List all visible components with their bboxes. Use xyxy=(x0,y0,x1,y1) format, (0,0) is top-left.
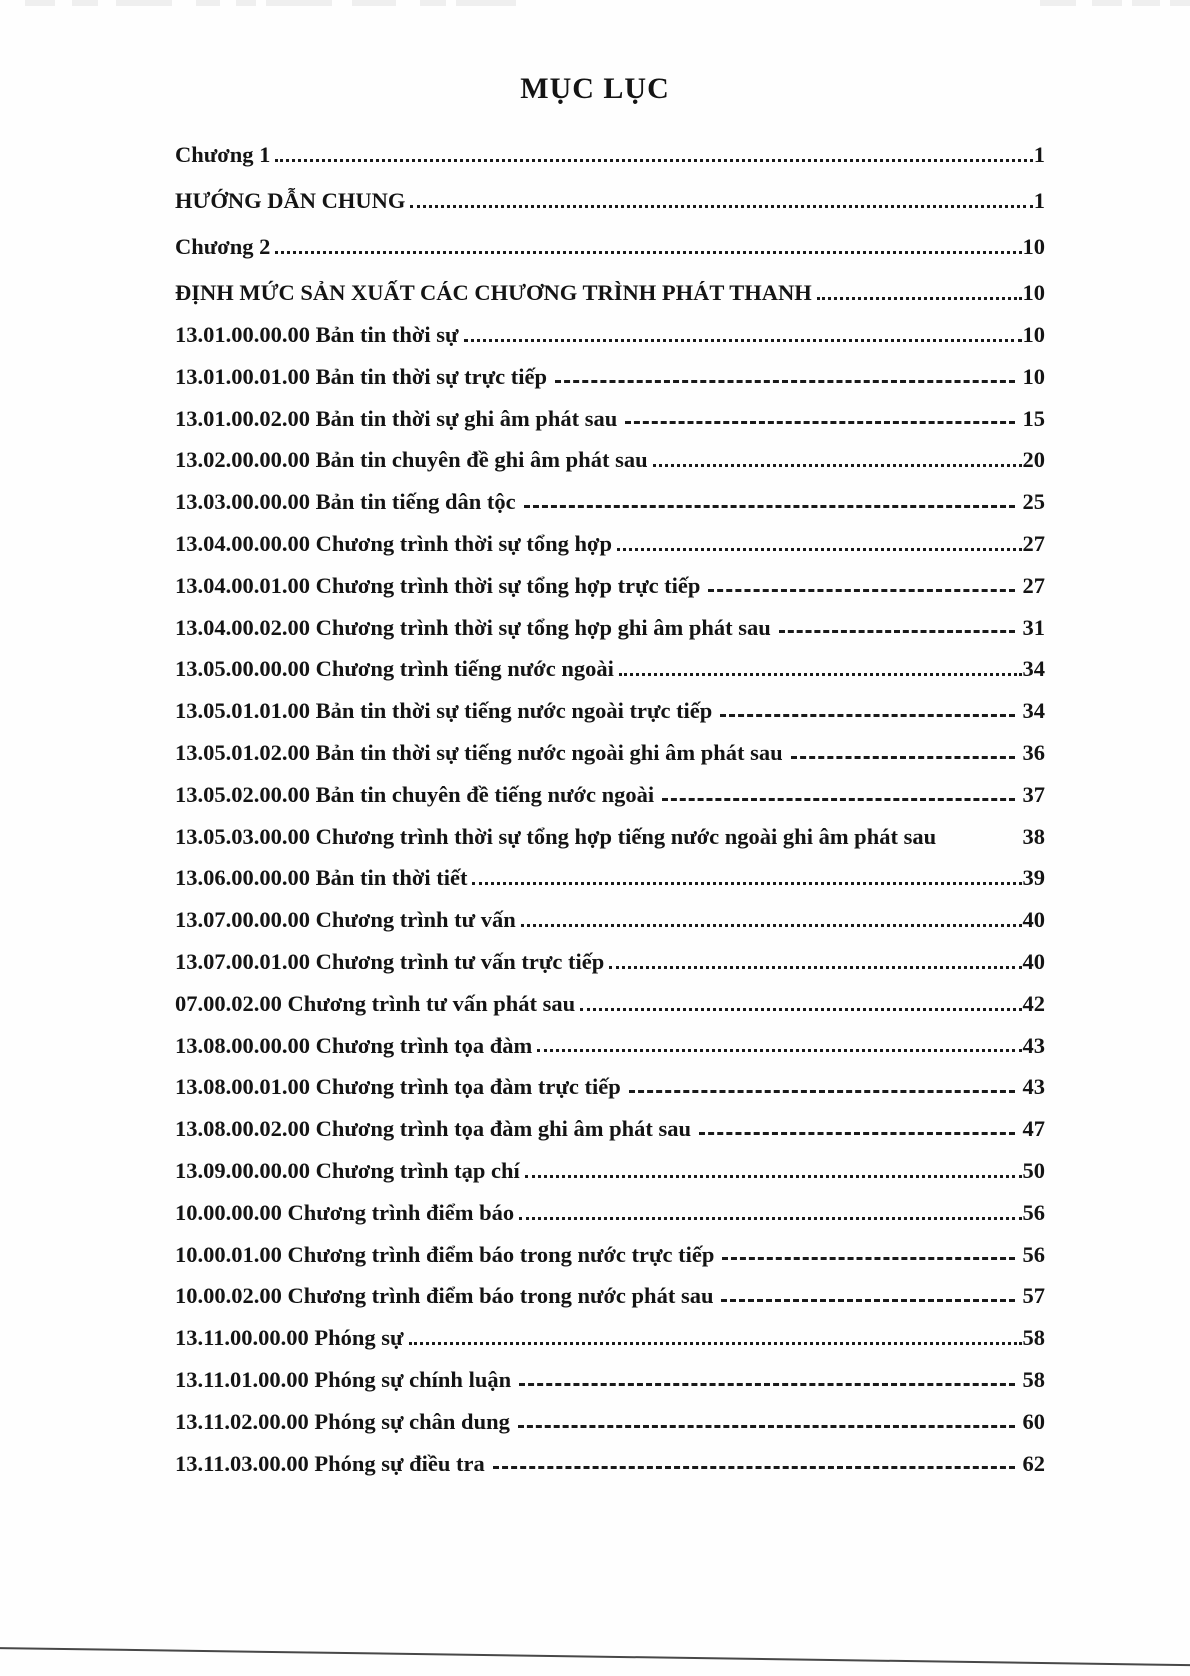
toc-entry-page: 50 xyxy=(1022,1157,1045,1183)
toc-row xyxy=(175,306,1045,348)
toc-row xyxy=(175,1435,1045,1477)
toc-row xyxy=(175,348,1045,390)
toc-entry-label: 13.04.00.01.00 Chương trình thời sự tổng hợp trực tiếp xyxy=(175,572,701,598)
toc-entry-page: 56 xyxy=(1022,1241,1045,1267)
toc-leader-dashes xyxy=(791,756,1015,759)
toc-row xyxy=(175,1142,1045,1184)
toc-row xyxy=(175,933,1045,975)
toc-row xyxy=(175,260,1045,306)
toc-entry-page: 56 xyxy=(1022,1199,1045,1225)
toc-entry-label: 10.00.00.00 Chương trình điểm báo xyxy=(175,1199,515,1225)
toc-row xyxy=(175,724,1045,766)
toc-entry-page: 40 xyxy=(1022,949,1045,974)
toc-entry-page: 27 xyxy=(1022,531,1045,557)
toc-entry-page: 47 xyxy=(1022,1116,1045,1142)
toc-entry-label: 13.01.00.00.00 Bản tin thời sự xyxy=(175,322,459,348)
toc-row xyxy=(175,766,1045,808)
toc-row xyxy=(175,975,1045,1017)
toc-leader-dashes xyxy=(721,1299,1014,1302)
toc-entry-label: 13.05.01.01.00 Bản tin thời sự tiếng nước ngoài trực tiếp xyxy=(175,698,713,724)
toc-entry-label: Chương 1 xyxy=(175,142,271,168)
toc-entry-page: 39 xyxy=(1022,865,1045,891)
toc-leader-dots xyxy=(472,882,1021,885)
page-title: MỤC LỤC xyxy=(520,72,670,105)
toc-entry-label: ĐỊNH MỨC SẢN XUẤT CÁC CHƯƠNG TRÌNH PHÁT THANH xyxy=(175,280,812,306)
toc-entry-page: 1 xyxy=(1033,188,1045,214)
toc-entry-page: 34 xyxy=(1022,656,1045,682)
toc-row xyxy=(175,640,1045,682)
toc-row xyxy=(175,1100,1045,1142)
toc-entry-label: 13.11.01.00.00 Phóng sự chính luận xyxy=(175,1366,512,1392)
toc-entry-label: 13.11.00.00.00 Phóng sự xyxy=(175,1325,404,1351)
toc-leader-dashes xyxy=(625,421,1014,424)
toc-leader-dots xyxy=(275,159,1032,162)
toc-row xyxy=(175,1351,1045,1393)
toc-entry-label: 13.08.00.00.00 Chương trình tọa đàm xyxy=(175,1032,533,1058)
toc-leader-dashes xyxy=(518,1425,1015,1428)
toc-row xyxy=(175,431,1045,473)
toc-entry-page: 42 xyxy=(1022,990,1045,1016)
toc-entry-label: 13.03.00.00.00 Bản tin tiếng dân tộc xyxy=(175,489,516,515)
toc-entry-page: 40 xyxy=(1022,907,1045,933)
toc-row xyxy=(175,1267,1045,1309)
toc-entry-label: 13.05.00.00.00 Chương trình tiếng nước ngoài xyxy=(175,656,614,682)
toc-entry-label: HƯỚNG DẪN CHUNG xyxy=(175,188,406,214)
toc-entry-page: 37 xyxy=(1022,781,1045,807)
toc-entry-label: 13.07.00.01.00 Chương trình tư vấn trực tiếp xyxy=(175,949,605,974)
toc-leader-dots xyxy=(609,966,1021,969)
toc-entry-label: 13.06.00.00.00 Bản tin thời tiết xyxy=(175,865,468,891)
toc-row xyxy=(175,473,1045,515)
toc-row xyxy=(175,891,1045,933)
toc-leader-dots xyxy=(521,924,1022,927)
toc-leader-dots xyxy=(525,1175,1022,1178)
toc-row xyxy=(175,390,1045,432)
toc-entry-label: 13.02.00.00.00 Bản tin chuyên đề ghi âm phát sau xyxy=(175,447,648,473)
toc-entry-page: 43 xyxy=(1022,1074,1045,1100)
toc-leader-dots xyxy=(410,205,1032,208)
toc-entry-label: 10.00.01.00 Chương trình điểm báo trong nước trực tiếp xyxy=(175,1241,715,1267)
toc-entry-label: 13.04.00.02.00 Chương trình thời sự tổng hợp ghi âm phát sau xyxy=(175,614,771,640)
toc-entry-label: Chương 2 xyxy=(175,234,271,260)
toc-leader-dots xyxy=(619,673,1022,676)
toc-entry-page: 34 xyxy=(1022,698,1045,724)
toc-entry-label: 13.08.00.02.00 Chương trình tọa đàm ghi âm phát sau xyxy=(175,1116,692,1142)
toc-leader-dashes xyxy=(524,505,1015,508)
toc-entry-page: 60 xyxy=(1022,1408,1045,1434)
toc-entry-page: 27 xyxy=(1022,572,1045,598)
toc-leader-dots xyxy=(464,339,1022,342)
toc-leader-dots xyxy=(617,548,1022,551)
toc-entry-page: 10 xyxy=(1022,322,1045,348)
toc-entry-page: 62 xyxy=(1022,1450,1045,1476)
toc-leader-dots xyxy=(537,1049,1021,1052)
toc-row xyxy=(175,1017,1045,1059)
toc-row xyxy=(175,682,1045,724)
toc-row xyxy=(175,122,1045,168)
toc-leader-dashes xyxy=(519,1383,1014,1386)
toc-leader-dots xyxy=(275,251,1021,254)
toc-entry-label: 13.01.00.01.00 Bản tin thời sự trực tiếp xyxy=(175,363,547,389)
toc-row xyxy=(175,808,1045,850)
toc-row xyxy=(175,1309,1045,1351)
toc-entry-label: 13.11.03.00.00 Phóng sự điều tra xyxy=(175,1450,485,1476)
toc-entry-label: 10.00.02.00 Chương trình điểm báo trong nước phát sau xyxy=(175,1283,714,1309)
toc-entry-label: 13.04.00.00.00 Chương trình thời sự tổng hợp xyxy=(175,531,612,557)
toc-row xyxy=(175,849,1045,891)
toc-row xyxy=(175,168,1045,214)
toc-row xyxy=(175,515,1045,557)
toc-entry-label: 13.05.03.00.00 Chương trình thời sự tổng hợp tiếng nước ngoài ghi âm phát sau xyxy=(175,823,937,849)
toc-leader-dashes xyxy=(699,1132,1014,1135)
toc-entry-page: 1 xyxy=(1033,142,1045,168)
toc-entry-page: 25 xyxy=(1022,489,1045,515)
toc-row xyxy=(175,1184,1045,1226)
toc-entry-label: 13.01.00.02.00 Bản tin thời sự ghi âm phát sau xyxy=(175,405,618,431)
table-of-contents xyxy=(175,122,1045,1476)
toc-entry-label: 13.08.00.01.00 Chương trình tọa đàm trực tiếp xyxy=(175,1074,621,1100)
toc-entry-page: 57 xyxy=(1022,1283,1045,1309)
toc-leader-dashes xyxy=(493,1466,1015,1469)
toc-entry-page: 10 xyxy=(1022,234,1045,260)
toc-entry-page: 31 xyxy=(1022,614,1045,640)
toc-entry-label: 13.05.01.02.00 Bản tin thời sự tiếng nước ngoài ghi âm phát sau xyxy=(175,740,783,766)
toc-entry-page: 43 xyxy=(1022,1032,1045,1058)
toc-entry-label: 13.07.00.00.00 Chương trình tư vấn xyxy=(175,907,516,933)
toc-entry-label: 13.09.00.00.00 Chương trình tạp chí xyxy=(175,1157,520,1183)
toc-entry-label: 13.05.02.00.00 Bản tin chuyên đề tiếng nước ngoài xyxy=(175,781,655,807)
toc-entry-page: 58 xyxy=(1022,1325,1045,1351)
toc-entry-page: 15 xyxy=(1022,405,1045,431)
toc-row xyxy=(175,214,1045,260)
toc-entry-label: 13.11.02.00.00 Phóng sự chân dung xyxy=(175,1408,510,1434)
toc-leader-dashes xyxy=(708,589,1014,592)
toc-entry-page: 58 xyxy=(1022,1366,1045,1392)
toc-row xyxy=(175,1226,1045,1268)
toc-leader-dashes xyxy=(555,380,1015,383)
toc-leader-dots xyxy=(519,1217,1021,1220)
toc-entry-page: 38 xyxy=(1022,823,1045,849)
toc-row xyxy=(175,599,1045,641)
toc-leader-dots xyxy=(653,464,1022,467)
toc-row xyxy=(175,1058,1045,1100)
toc-row xyxy=(175,1393,1045,1435)
toc-leader-dots xyxy=(580,1008,1021,1011)
toc-entry-page: 10 xyxy=(1022,280,1045,306)
scan-artifact-bottom-edge xyxy=(0,1647,1190,1667)
toc-leader-dots xyxy=(409,1342,1022,1345)
toc-row xyxy=(175,557,1045,599)
toc-leader-dashes xyxy=(779,630,1015,633)
toc-leader-dots xyxy=(817,297,1022,300)
toc-entry-page: 36 xyxy=(1022,740,1045,766)
toc-entry-label: 07.00.02.00 Chương trình tư vấn phát sau xyxy=(175,990,576,1016)
toc-leader-dashes xyxy=(662,798,1014,801)
toc-entry-page: 10 xyxy=(1022,363,1045,389)
toc-leader-dashes xyxy=(720,714,1014,717)
toc-leader-dashes xyxy=(629,1090,1015,1093)
toc-leader-dashes xyxy=(722,1257,1014,1260)
toc-entry-page: 20 xyxy=(1022,447,1045,473)
